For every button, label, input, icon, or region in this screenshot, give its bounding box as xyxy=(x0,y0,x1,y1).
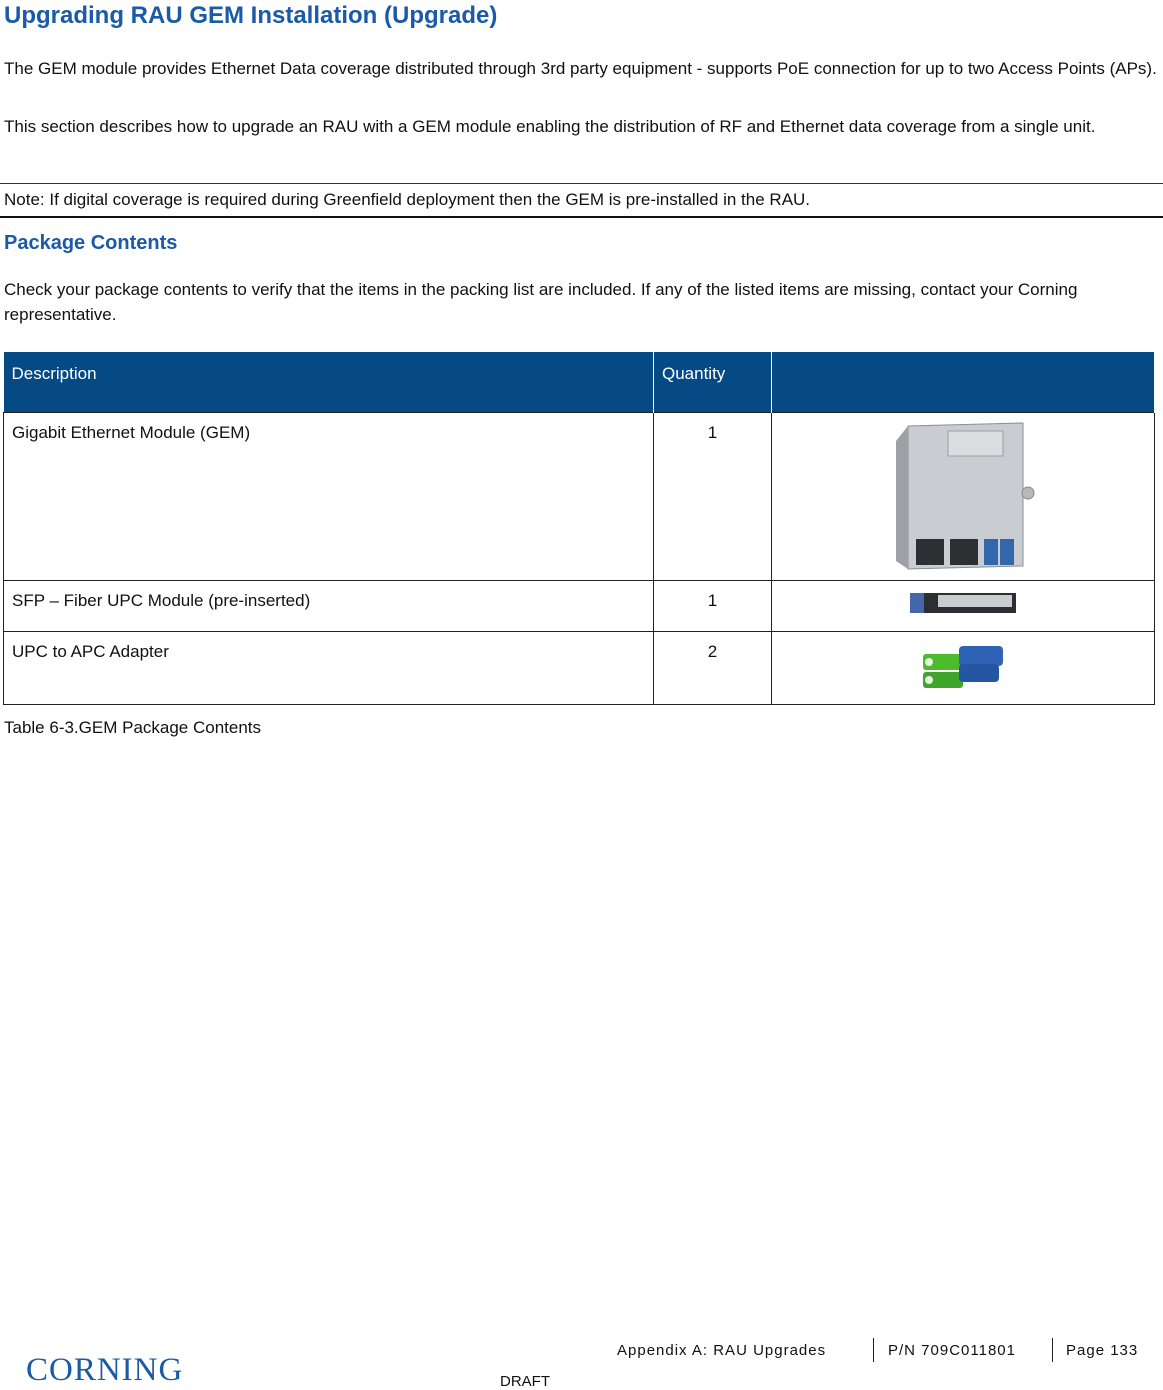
row-quantity: 1 xyxy=(654,412,772,580)
footer-divider xyxy=(1052,1338,1053,1362)
footer-section: Appendix A: RAU Upgrades xyxy=(617,1342,827,1359)
adapter-image xyxy=(772,631,1155,704)
row-description: Gigabit Ethernet Module (GEM) xyxy=(4,412,654,580)
table-row xyxy=(4,412,1155,580)
gem-module-illustration xyxy=(888,421,1038,571)
row-description: UPC to APC Adapter xyxy=(4,631,654,704)
corning-logo: CORNING xyxy=(26,1352,184,1388)
footer-page-number: Page 133 xyxy=(1066,1342,1139,1359)
row-description: SFP – Fiber UPC Module (pre-inserted) xyxy=(4,580,654,631)
footer-part-number: P/N 709C011801 xyxy=(888,1342,1016,1359)
note-box xyxy=(0,183,1163,218)
table-header-row xyxy=(4,352,1155,412)
table-row xyxy=(4,631,1155,704)
sfp-module-image xyxy=(772,580,1155,631)
section-heading: Package Contents xyxy=(4,232,178,254)
note-text: Note: If digital coverage is required during Greenfield deployment then the GEM is pre-installed in the RAU. xyxy=(4,190,811,209)
table-caption: Table 6-3.GEM Package Contents xyxy=(4,718,262,737)
header-image xyxy=(772,352,1155,412)
sfp-module-illustration xyxy=(908,589,1018,617)
row-quantity: 2 xyxy=(654,631,772,704)
intro-paragraph-1: The GEM module provides Ethernet Data coverage distributed through 3rd party equipment - supports PoE connection for up to two Access Points (APs). xyxy=(4,59,1157,78)
footer-divider xyxy=(873,1338,874,1362)
page-footer xyxy=(0,1338,1163,1389)
section-paragraph: Check your package contents to verify that the items in the packing list are included. If any of the listed items are missing, contact your Corning representative. xyxy=(4,280,1078,324)
header-description: Description xyxy=(4,352,654,412)
package-contents-table xyxy=(3,352,1155,705)
adapter-illustration xyxy=(915,640,1011,692)
table-row xyxy=(4,580,1155,631)
intro-paragraph-2: This section describes how to upgrade an RAU with a GEM module enabling the distribution of RF and Ethernet data coverage from a single unit. xyxy=(4,117,1096,136)
gem-module-image xyxy=(772,412,1155,580)
row-quantity: 1 xyxy=(654,580,772,631)
header-quantity: Quantity xyxy=(654,352,772,412)
page-heading: Upgrading RAU GEM Installation (Upgrade) xyxy=(4,2,498,29)
draft-label: DRAFT xyxy=(500,1373,550,1390)
